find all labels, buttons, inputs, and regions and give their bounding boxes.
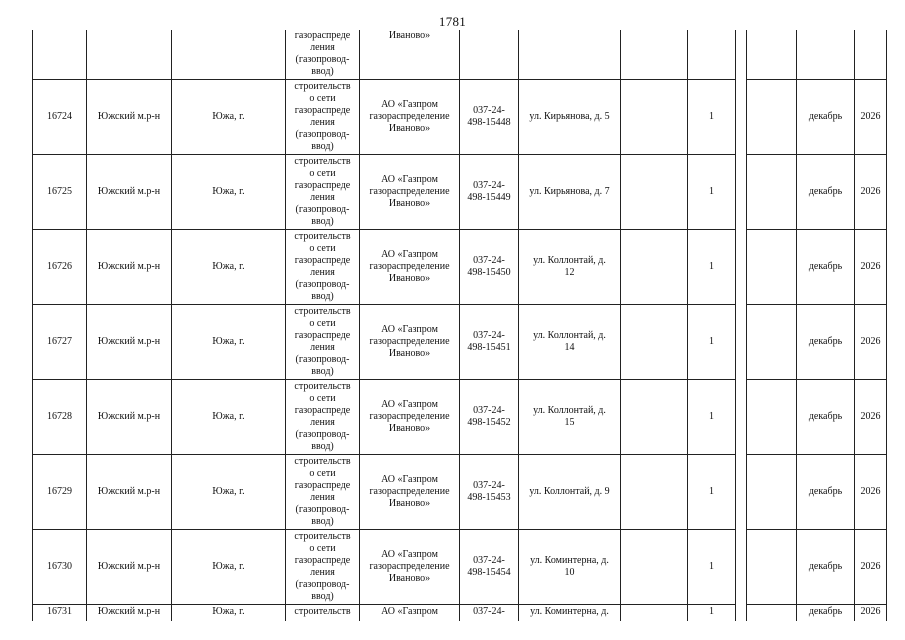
cell-number: 16726 (33, 229, 87, 304)
cell-month: декабрь (797, 604, 855, 621)
cell-number: 16727 (33, 304, 87, 379)
cell-number: 16725 (33, 154, 87, 229)
table-row (33, 304, 887, 379)
cell-settlement: Южа, г. (172, 454, 286, 529)
cell-year: 2026 (855, 304, 887, 379)
cell-district: Южский м.р-н (87, 454, 172, 529)
cell-month: декабрь (797, 529, 855, 604)
cell-extra (621, 229, 688, 304)
cell-district: Южский м.р-н (87, 604, 172, 621)
cell-spacer (736, 229, 747, 304)
cell-extra-2 (747, 154, 797, 229)
cell-work-type: строительств о сети газораспреде ления (газопровод- ввод) (286, 529, 360, 604)
cell-settlement: Южа, г. (172, 154, 286, 229)
cell-quantity: 1 (688, 79, 736, 154)
cell-quantity: 1 (688, 454, 736, 529)
page-number: 1781 (438, 14, 467, 29)
table-row (33, 154, 887, 229)
cell-number: 16729 (33, 454, 87, 529)
cell-extra (621, 30, 688, 79)
cell-address: ул. Кирьянова, д. 7 (519, 154, 621, 229)
table-row (33, 79, 887, 154)
cell-work-type: строительств о сети газораспреде ления (газопровод- ввод) (286, 454, 360, 529)
cell-number (33, 30, 87, 79)
cell-spacer (736, 30, 747, 79)
cell-organization: АО «Газпром газораспределение Иваново» (360, 304, 460, 379)
cell-code: 037-24- 498-15448 (460, 79, 519, 154)
cell-address: ул. Коллонтай, д. 12 (519, 229, 621, 304)
table-row-continued (33, 30, 887, 79)
cell-spacer (736, 604, 747, 621)
cell-district: Южский м.р-н (87, 529, 172, 604)
table-row (33, 454, 887, 529)
cell-settlement: Южа, г. (172, 304, 286, 379)
cell-organization: АО «Газпром газораспределение Иваново» (360, 79, 460, 154)
cell-code: 037-24- 498-15450 (460, 229, 519, 304)
cell-address: ул. Коминтерна, д. 10 (519, 529, 621, 604)
cell-extra-2 (747, 304, 797, 379)
cell-month (797, 30, 855, 79)
cell-settlement (172, 30, 286, 79)
cell-work-type: строительств (286, 604, 360, 621)
cell-organization: АО «Газпром газораспределение Иваново» (360, 379, 460, 454)
cell-extra-2 (747, 454, 797, 529)
cell-month: декабрь (797, 229, 855, 304)
cell-settlement: Южа, г. (172, 79, 286, 154)
cell-extra (621, 529, 688, 604)
registry-table (32, 30, 887, 621)
cell-extra (621, 154, 688, 229)
cell-year: 2026 (855, 529, 887, 604)
cell-address: ул. Коллонтай, д. 14 (519, 304, 621, 379)
cell-year: 2026 (855, 454, 887, 529)
cell-number: 16724 (33, 79, 87, 154)
cell-organization: АО «Газпром газораспределение Иваново» (360, 529, 460, 604)
cell-spacer (736, 154, 747, 229)
cell-code: 037-24- 498-15454 (460, 529, 519, 604)
cell-extra-2 (747, 30, 797, 79)
cell-month: декабрь (797, 379, 855, 454)
cell-code: 037-24- 498-15451 (460, 304, 519, 379)
cell-district (87, 30, 172, 79)
cell-spacer (736, 529, 747, 604)
cell-month: декабрь (797, 154, 855, 229)
cell-number: 16731 (33, 604, 87, 621)
cell-extra-2 (747, 79, 797, 154)
cell-year: 2026 (855, 154, 887, 229)
cell-extra-2 (747, 604, 797, 621)
cell-settlement: Южа, г. (172, 604, 286, 621)
cell-work-type: строительств о сети газораспреде ления (газопровод- ввод) (286, 79, 360, 154)
cell-work-type: строительств о сети газораспреде ления (газопровод- ввод) (286, 154, 360, 229)
cell-quantity: 1 (688, 304, 736, 379)
cell-spacer (736, 304, 747, 379)
cell-address: ул. Кирьянова, д. 5 (519, 79, 621, 154)
cell-number: 16730 (33, 529, 87, 604)
cell-settlement: Южа, г. (172, 379, 286, 454)
cell-quantity: 1 (688, 529, 736, 604)
cell-extra (621, 454, 688, 529)
cell-work-type: строительств о сети газораспреде ления (газопровод- ввод) (286, 379, 360, 454)
cell-extra (621, 604, 688, 621)
registry-table-body (33, 30, 887, 621)
cell-extra (621, 79, 688, 154)
cell-month: декабрь (797, 79, 855, 154)
cell-district: Южский м.р-н (87, 304, 172, 379)
cell-quantity (688, 30, 736, 79)
cell-work-type: строительств о сети газораспреде ления (газопровод- ввод) (286, 229, 360, 304)
cell-quantity: 1 (688, 154, 736, 229)
cell-extra-2 (747, 229, 797, 304)
table-row (33, 529, 887, 604)
cell-year: 2026 (855, 79, 887, 154)
cell-district: Южский м.р-н (87, 154, 172, 229)
cell-month: декабрь (797, 454, 855, 529)
cell-organization: АО «Газпром (360, 604, 460, 621)
cell-code: 037-24- 498-15453 (460, 454, 519, 529)
cell-year: 2026 (855, 379, 887, 454)
cell-year: 2026 (855, 229, 887, 304)
cell-district: Южский м.р-н (87, 229, 172, 304)
cell-spacer (736, 79, 747, 154)
cell-code (460, 30, 519, 79)
cell-settlement: Южа, г. (172, 529, 286, 604)
table-row (33, 229, 887, 304)
cell-organization: Иваново» (360, 30, 460, 79)
cell-address (519, 30, 621, 79)
cell-quantity: 1 (688, 379, 736, 454)
cell-code: 037-24- 498-15449 (460, 154, 519, 229)
cell-extra-2 (747, 379, 797, 454)
cell-code: 037-24- 498-15452 (460, 379, 519, 454)
cell-organization: АО «Газпром газораспределение Иваново» (360, 454, 460, 529)
cell-spacer (736, 379, 747, 454)
cell-address: ул. Коллонтай, д. 15 (519, 379, 621, 454)
cell-address: ул. Коминтерна, д. (519, 604, 621, 621)
cell-organization: АО «Газпром газораспределение Иваново» (360, 154, 460, 229)
cell-extra (621, 379, 688, 454)
cell-settlement: Южа, г. (172, 229, 286, 304)
cell-work-type: строительств о сети газораспреде ления (газопровод- ввод) (286, 304, 360, 379)
cell-extra-2 (747, 529, 797, 604)
cell-quantity: 1 (688, 229, 736, 304)
cell-organization: АО «Газпром газораспределение Иваново» (360, 229, 460, 304)
cell-extra (621, 304, 688, 379)
cell-year (855, 30, 887, 79)
cell-year: 2026 (855, 604, 887, 621)
table-row (33, 379, 887, 454)
cell-number: 16728 (33, 379, 87, 454)
cell-district: Южский м.р-н (87, 79, 172, 154)
cell-district: Южский м.р-н (87, 379, 172, 454)
cell-quantity: 1 (688, 604, 736, 621)
table-row-partial (33, 604, 887, 621)
cell-month: декабрь (797, 304, 855, 379)
cell-address: ул. Коллонтай, д. 9 (519, 454, 621, 529)
cell-spacer (736, 454, 747, 529)
cell-work-type: газораспреде ления (газопровод- ввод) (286, 30, 360, 79)
cell-code: 037-24- (460, 604, 519, 621)
